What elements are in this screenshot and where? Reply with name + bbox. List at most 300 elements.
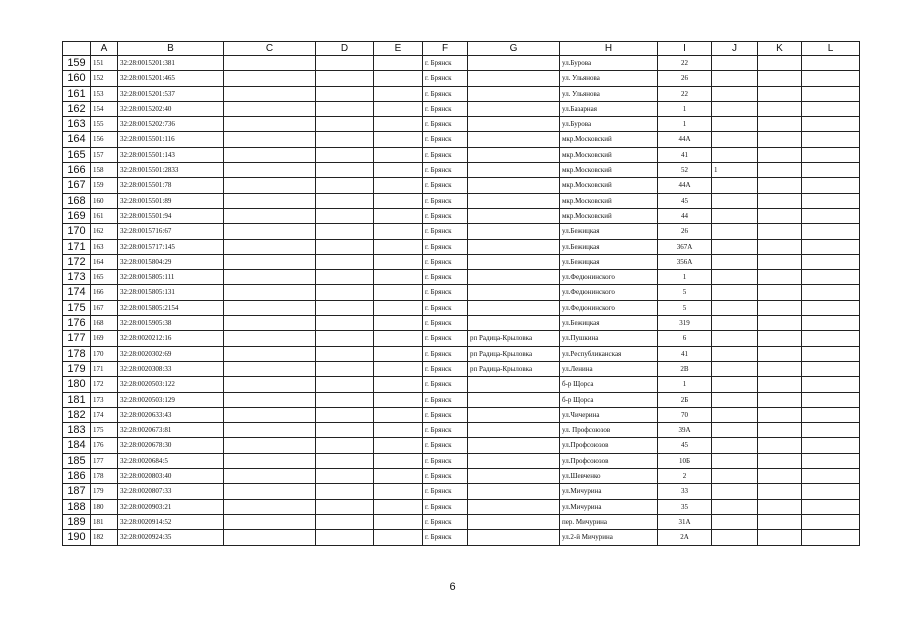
row-number[interactable]: 172 <box>63 254 91 269</box>
cell-f[interactable]: г. Брянск <box>423 407 468 422</box>
cell-j[interactable] <box>712 346 758 361</box>
cell-e[interactable] <box>374 499 423 514</box>
cell-k[interactable] <box>758 193 802 208</box>
cell-f[interactable]: г. Брянск <box>423 438 468 453</box>
cell-k[interactable] <box>758 392 802 407</box>
cell-a[interactable]: 164 <box>91 254 118 269</box>
cell-g[interactable] <box>468 392 560 407</box>
cell-f[interactable]: г. Брянск <box>423 300 468 315</box>
cell-j[interactable] <box>712 469 758 484</box>
cell-e[interactable] <box>374 377 423 392</box>
cell-f[interactable]: г. Брянск <box>423 117 468 132</box>
cell-d[interactable] <box>316 514 374 529</box>
cell-a[interactable]: 177 <box>91 453 118 468</box>
cell-b[interactable]: 32:28:0015201:381 <box>118 56 224 71</box>
cell-d[interactable] <box>316 331 374 346</box>
cell-l[interactable] <box>802 224 860 239</box>
row-number[interactable]: 176 <box>63 316 91 331</box>
cell-k[interactable] <box>758 147 802 162</box>
cell-l[interactable] <box>802 300 860 315</box>
cell-d[interactable] <box>316 86 374 101</box>
cell-j[interactable] <box>712 101 758 116</box>
cell-e[interactable] <box>374 361 423 376</box>
cell-a[interactable]: 170 <box>91 346 118 361</box>
cell-c[interactable] <box>224 193 316 208</box>
cell-j[interactable] <box>712 208 758 223</box>
cell-h[interactable]: ул.Федюнинского <box>560 270 658 285</box>
cell-b[interactable]: 32:28:0015805:2154 <box>118 300 224 315</box>
cell-b[interactable]: 32:28:0015716:67 <box>118 224 224 239</box>
cell-h[interactable]: ул.Федюнинского <box>560 285 658 300</box>
cell-g[interactable] <box>468 71 560 86</box>
cell-c[interactable] <box>224 147 316 162</box>
cell-e[interactable] <box>374 438 423 453</box>
cell-b[interactable]: 32:28:0020803:40 <box>118 469 224 484</box>
cell-i[interactable]: 39А <box>658 423 712 438</box>
cell-a[interactable]: 165 <box>91 270 118 285</box>
cell-c[interactable] <box>224 530 316 545</box>
cell-d[interactable] <box>316 101 374 116</box>
cell-i[interactable]: 45 <box>658 438 712 453</box>
cell-l[interactable] <box>802 331 860 346</box>
cell-a[interactable]: 172 <box>91 377 118 392</box>
cell-b[interactable]: 32:28:0015201:537 <box>118 86 224 101</box>
cell-g[interactable] <box>468 56 560 71</box>
corner-cell[interactable] <box>63 42 91 56</box>
cell-b[interactable]: 32:28:0020503:122 <box>118 377 224 392</box>
cell-j[interactable] <box>712 484 758 499</box>
cell-d[interactable] <box>316 163 374 178</box>
cell-h[interactable]: ул.Профсоюзов <box>560 438 658 453</box>
cell-f[interactable]: г. Брянск <box>423 224 468 239</box>
cell-l[interactable] <box>802 285 860 300</box>
cell-a[interactable]: 173 <box>91 392 118 407</box>
cell-g[interactable] <box>468 101 560 116</box>
cell-f[interactable]: г. Брянск <box>423 530 468 545</box>
cell-e[interactable] <box>374 208 423 223</box>
cell-a[interactable]: 180 <box>91 499 118 514</box>
cell-i[interactable]: 45 <box>658 193 712 208</box>
row-number[interactable]: 178 <box>63 346 91 361</box>
cell-d[interactable] <box>316 117 374 132</box>
cell-g[interactable] <box>468 438 560 453</box>
cell-h[interactable]: ул. Ульянова <box>560 71 658 86</box>
cell-l[interactable] <box>802 392 860 407</box>
cell-k[interactable] <box>758 163 802 178</box>
cell-i[interactable]: 41 <box>658 346 712 361</box>
cell-c[interactable] <box>224 438 316 453</box>
cell-k[interactable] <box>758 499 802 514</box>
cell-l[interactable] <box>802 377 860 392</box>
cell-c[interactable] <box>224 117 316 132</box>
cell-i[interactable]: 367А <box>658 239 712 254</box>
cell-c[interactable] <box>224 499 316 514</box>
cell-c[interactable] <box>224 208 316 223</box>
cell-l[interactable] <box>802 316 860 331</box>
cell-b[interactable]: 32:28:0015805:111 <box>118 270 224 285</box>
column-header-k[interactable]: K <box>758 42 802 56</box>
cell-d[interactable] <box>316 377 374 392</box>
cell-i[interactable]: 5 <box>658 300 712 315</box>
cell-c[interactable] <box>224 377 316 392</box>
cell-e[interactable] <box>374 392 423 407</box>
cell-e[interactable] <box>374 530 423 545</box>
cell-g[interactable] <box>468 514 560 529</box>
cell-a[interactable]: 166 <box>91 285 118 300</box>
cell-c[interactable] <box>224 331 316 346</box>
cell-b[interactable]: 32:28:0015501:78 <box>118 178 224 193</box>
cell-c[interactable] <box>224 316 316 331</box>
cell-f[interactable]: г. Брянск <box>423 101 468 116</box>
cell-f[interactable]: г. Брянск <box>423 423 468 438</box>
cell-h[interactable]: ул.Бежицкая <box>560 254 658 269</box>
cell-b[interactable]: 32:28:0020302:69 <box>118 346 224 361</box>
cell-e[interactable] <box>374 86 423 101</box>
cell-l[interactable] <box>802 530 860 545</box>
column-header-h[interactable]: H <box>560 42 658 56</box>
row-number[interactable]: 180 <box>63 377 91 392</box>
cell-d[interactable] <box>316 484 374 499</box>
cell-i[interactable]: 22 <box>658 56 712 71</box>
cell-j[interactable] <box>712 285 758 300</box>
cell-a[interactable]: 179 <box>91 484 118 499</box>
cell-a[interactable]: 162 <box>91 224 118 239</box>
cell-l[interactable] <box>802 499 860 514</box>
cell-a[interactable]: 182 <box>91 530 118 545</box>
cell-k[interactable] <box>758 484 802 499</box>
cell-c[interactable] <box>224 224 316 239</box>
cell-l[interactable] <box>802 407 860 422</box>
cell-k[interactable] <box>758 438 802 453</box>
cell-l[interactable] <box>802 193 860 208</box>
cell-j[interactable] <box>712 514 758 529</box>
row-number[interactable]: 165 <box>63 147 91 162</box>
cell-e[interactable] <box>374 224 423 239</box>
cell-b[interactable]: 32:28:0015717:145 <box>118 239 224 254</box>
cell-c[interactable] <box>224 56 316 71</box>
cell-d[interactable] <box>316 56 374 71</box>
cell-e[interactable] <box>374 300 423 315</box>
cell-k[interactable] <box>758 101 802 116</box>
cell-g[interactable] <box>468 117 560 132</box>
cell-d[interactable] <box>316 270 374 285</box>
cell-g[interactable] <box>468 224 560 239</box>
cell-c[interactable] <box>224 346 316 361</box>
cell-h[interactable]: ул.Бурова <box>560 117 658 132</box>
cell-l[interactable] <box>802 453 860 468</box>
cell-h[interactable]: ул.Бежицкая <box>560 316 658 331</box>
column-header-e[interactable]: E <box>374 42 423 56</box>
cell-d[interactable] <box>316 392 374 407</box>
cell-g[interactable]: рп Радица-Крыловка <box>468 346 560 361</box>
cell-k[interactable] <box>758 514 802 529</box>
cell-i[interactable]: 44А <box>658 178 712 193</box>
cell-k[interactable] <box>758 453 802 468</box>
cell-h[interactable]: ул.Республиканская <box>560 346 658 361</box>
cell-e[interactable] <box>374 407 423 422</box>
row-number[interactable]: 177 <box>63 331 91 346</box>
cell-l[interactable] <box>802 132 860 147</box>
cell-g[interactable] <box>468 270 560 285</box>
cell-i[interactable]: 1 <box>658 101 712 116</box>
cell-e[interactable] <box>374 193 423 208</box>
cell-c[interactable] <box>224 239 316 254</box>
cell-e[interactable] <box>374 270 423 285</box>
cell-h[interactable]: мкр.Московский <box>560 132 658 147</box>
cell-e[interactable] <box>374 132 423 147</box>
cell-c[interactable] <box>224 71 316 86</box>
cell-j[interactable] <box>712 438 758 453</box>
column-header-c[interactable]: C <box>224 42 316 56</box>
cell-e[interactable] <box>374 453 423 468</box>
cell-d[interactable] <box>316 178 374 193</box>
cell-l[interactable] <box>802 484 860 499</box>
row-number[interactable]: 185 <box>63 453 91 468</box>
cell-g[interactable] <box>468 86 560 101</box>
cell-k[interactable] <box>758 208 802 223</box>
cell-i[interactable]: 6 <box>658 331 712 346</box>
cell-a[interactable]: 155 <box>91 117 118 132</box>
cell-d[interactable] <box>316 423 374 438</box>
cell-e[interactable] <box>374 254 423 269</box>
cell-b[interactable]: 32:28:0015501:94 <box>118 208 224 223</box>
cell-b[interactable]: 32:28:0015501:116 <box>118 132 224 147</box>
cell-d[interactable] <box>316 208 374 223</box>
cell-e[interactable] <box>374 316 423 331</box>
cell-b[interactable]: 32:28:0020633:43 <box>118 407 224 422</box>
cell-l[interactable] <box>802 346 860 361</box>
cell-h[interactable]: мкр.Московский <box>560 147 658 162</box>
cell-g[interactable] <box>468 377 560 392</box>
cell-l[interactable] <box>802 147 860 162</box>
cell-b[interactable]: 32:28:0020503:129 <box>118 392 224 407</box>
cell-g[interactable] <box>468 178 560 193</box>
cell-e[interactable] <box>374 469 423 484</box>
cell-f[interactable]: г. Брянск <box>423 346 468 361</box>
cell-b[interactable]: 32:28:0015501:89 <box>118 193 224 208</box>
cell-l[interactable] <box>802 254 860 269</box>
cell-e[interactable] <box>374 56 423 71</box>
cell-c[interactable] <box>224 254 316 269</box>
cell-e[interactable] <box>374 331 423 346</box>
cell-h[interactable]: ул.Базарная <box>560 101 658 116</box>
cell-f[interactable]: г. Брянск <box>423 316 468 331</box>
cell-d[interactable] <box>316 438 374 453</box>
cell-l[interactable] <box>802 178 860 193</box>
cell-l[interactable] <box>802 117 860 132</box>
cell-d[interactable] <box>316 71 374 86</box>
cell-b[interactable]: 32:28:0015905:38 <box>118 316 224 331</box>
row-number[interactable]: 173 <box>63 270 91 285</box>
cell-i[interactable]: 22 <box>658 86 712 101</box>
cell-h[interactable]: мкр.Московский <box>560 163 658 178</box>
cell-b[interactable]: 32:28:0015805:131 <box>118 285 224 300</box>
row-number[interactable]: 169 <box>63 208 91 223</box>
column-header-g[interactable]: G <box>468 42 560 56</box>
cell-a[interactable]: 153 <box>91 86 118 101</box>
cell-k[interactable] <box>758 423 802 438</box>
cell-k[interactable] <box>758 377 802 392</box>
cell-g[interactable] <box>468 499 560 514</box>
cell-c[interactable] <box>224 285 316 300</box>
cell-c[interactable] <box>224 86 316 101</box>
cell-e[interactable] <box>374 484 423 499</box>
cell-h[interactable]: ул.Бежицкая <box>560 224 658 239</box>
cell-k[interactable] <box>758 86 802 101</box>
cell-f[interactable]: г. Брянск <box>423 208 468 223</box>
cell-a[interactable]: 157 <box>91 147 118 162</box>
column-header-j[interactable]: J <box>712 42 758 56</box>
cell-l[interactable] <box>802 208 860 223</box>
cell-i[interactable]: 26 <box>658 71 712 86</box>
cell-l[interactable] <box>802 423 860 438</box>
cell-j[interactable] <box>712 499 758 514</box>
cell-i[interactable]: 35 <box>658 499 712 514</box>
cell-a[interactable]: 175 <box>91 423 118 438</box>
cell-h[interactable]: ул. Профсоюзов <box>560 423 658 438</box>
cell-j[interactable] <box>712 407 758 422</box>
cell-k[interactable] <box>758 530 802 545</box>
cell-g[interactable] <box>468 423 560 438</box>
cell-a[interactable]: 160 <box>91 193 118 208</box>
cell-i[interactable]: 1 <box>658 270 712 285</box>
cell-l[interactable] <box>802 438 860 453</box>
cell-h[interactable]: ул.Мичурина <box>560 484 658 499</box>
cell-h[interactable]: мкр.Московский <box>560 193 658 208</box>
cell-b[interactable]: 32:28:0020684:5 <box>118 453 224 468</box>
cell-l[interactable] <box>802 71 860 86</box>
row-number[interactable]: 187 <box>63 484 91 499</box>
cell-b[interactable]: 32:28:0015202:40 <box>118 101 224 116</box>
row-number[interactable]: 168 <box>63 193 91 208</box>
cell-i[interactable]: 33 <box>658 484 712 499</box>
cell-j[interactable] <box>712 224 758 239</box>
cell-e[interactable] <box>374 117 423 132</box>
cell-c[interactable] <box>224 469 316 484</box>
cell-f[interactable]: г. Брянск <box>423 331 468 346</box>
cell-a[interactable]: 158 <box>91 163 118 178</box>
cell-j[interactable] <box>712 239 758 254</box>
row-number[interactable]: 182 <box>63 407 91 422</box>
row-number[interactable]: 190 <box>63 530 91 545</box>
cell-g[interactable] <box>468 239 560 254</box>
cell-f[interactable]: г. Брянск <box>423 499 468 514</box>
cell-j[interactable] <box>712 392 758 407</box>
column-header-l[interactable]: L <box>802 42 860 56</box>
cell-l[interactable] <box>802 86 860 101</box>
cell-j[interactable] <box>712 530 758 545</box>
row-number[interactable]: 189 <box>63 514 91 529</box>
cell-d[interactable] <box>316 239 374 254</box>
cell-e[interactable] <box>374 346 423 361</box>
cell-j[interactable] <box>712 377 758 392</box>
cell-f[interactable]: г. Брянск <box>423 377 468 392</box>
cell-d[interactable] <box>316 254 374 269</box>
cell-g[interactable] <box>468 285 560 300</box>
cell-k[interactable] <box>758 224 802 239</box>
cell-d[interactable] <box>316 407 374 422</box>
cell-h[interactable]: ул.Бурова <box>560 56 658 71</box>
cell-e[interactable] <box>374 423 423 438</box>
cell-b[interactable]: 32:28:0020673:81 <box>118 423 224 438</box>
cell-f[interactable]: г. Брянск <box>423 392 468 407</box>
row-number[interactable]: 179 <box>63 361 91 376</box>
cell-g[interactable] <box>468 453 560 468</box>
cell-h[interactable]: ул.Профсоюзов <box>560 453 658 468</box>
cell-j[interactable] <box>712 71 758 86</box>
cell-a[interactable]: 159 <box>91 178 118 193</box>
cell-h[interactable]: ул.Чичерина <box>560 407 658 422</box>
cell-g[interactable] <box>468 163 560 178</box>
row-number[interactable]: 183 <box>63 423 91 438</box>
cell-f[interactable]: г. Брянск <box>423 71 468 86</box>
cell-a[interactable]: 152 <box>91 71 118 86</box>
cell-e[interactable] <box>374 163 423 178</box>
cell-b[interactable]: 32:28:0015501:143 <box>118 147 224 162</box>
cell-d[interactable] <box>316 499 374 514</box>
cell-a[interactable]: 174 <box>91 407 118 422</box>
cell-j[interactable] <box>712 453 758 468</box>
cell-h[interactable]: пер. Мичурина <box>560 514 658 529</box>
cell-g[interactable] <box>468 147 560 162</box>
cell-a[interactable]: 167 <box>91 300 118 315</box>
cell-j[interactable] <box>712 117 758 132</box>
cell-i[interactable]: 2А <box>658 530 712 545</box>
cell-b[interactable]: 32:28:0020807:33 <box>118 484 224 499</box>
row-number[interactable]: 167 <box>63 178 91 193</box>
cell-i[interactable]: 52 <box>658 163 712 178</box>
cell-d[interactable] <box>316 285 374 300</box>
cell-e[interactable] <box>374 147 423 162</box>
cell-l[interactable] <box>802 270 860 285</box>
cell-f[interactable]: г. Брянск <box>423 178 468 193</box>
cell-k[interactable] <box>758 254 802 269</box>
cell-b[interactable]: 32:28:0020924:35 <box>118 530 224 545</box>
cell-a[interactable]: 169 <box>91 331 118 346</box>
cell-f[interactable]: г. Брянск <box>423 254 468 269</box>
cell-h[interactable]: ул.2-й Мичурина <box>560 530 658 545</box>
cell-f[interactable]: г. Брянск <box>423 239 468 254</box>
column-header-i[interactable]: I <box>658 42 712 56</box>
cell-h[interactable]: ул.Шевченко <box>560 469 658 484</box>
cell-j[interactable] <box>712 132 758 147</box>
cell-l[interactable] <box>802 514 860 529</box>
cell-i[interactable]: 70 <box>658 407 712 422</box>
cell-k[interactable] <box>758 361 802 376</box>
cell-i[interactable]: 31А <box>658 514 712 529</box>
column-header-b[interactable]: B <box>118 42 224 56</box>
cell-d[interactable] <box>316 346 374 361</box>
cell-f[interactable]: г. Брянск <box>423 484 468 499</box>
cell-e[interactable] <box>374 239 423 254</box>
cell-l[interactable] <box>802 469 860 484</box>
cell-c[interactable] <box>224 132 316 147</box>
cell-a[interactable]: 161 <box>91 208 118 223</box>
row-number[interactable]: 163 <box>63 117 91 132</box>
cell-d[interactable] <box>316 453 374 468</box>
column-header-a[interactable]: A <box>91 42 118 56</box>
column-header-d[interactable]: D <box>316 42 374 56</box>
cell-j[interactable] <box>712 193 758 208</box>
cell-d[interactable] <box>316 193 374 208</box>
cell-g[interactable] <box>468 300 560 315</box>
cell-d[interactable] <box>316 469 374 484</box>
cell-f[interactable]: г. Брянск <box>423 132 468 147</box>
cell-g[interactable] <box>468 407 560 422</box>
cell-j[interactable] <box>712 423 758 438</box>
cell-j[interactable] <box>712 361 758 376</box>
cell-b[interactable]: 32:28:0020903:21 <box>118 499 224 514</box>
